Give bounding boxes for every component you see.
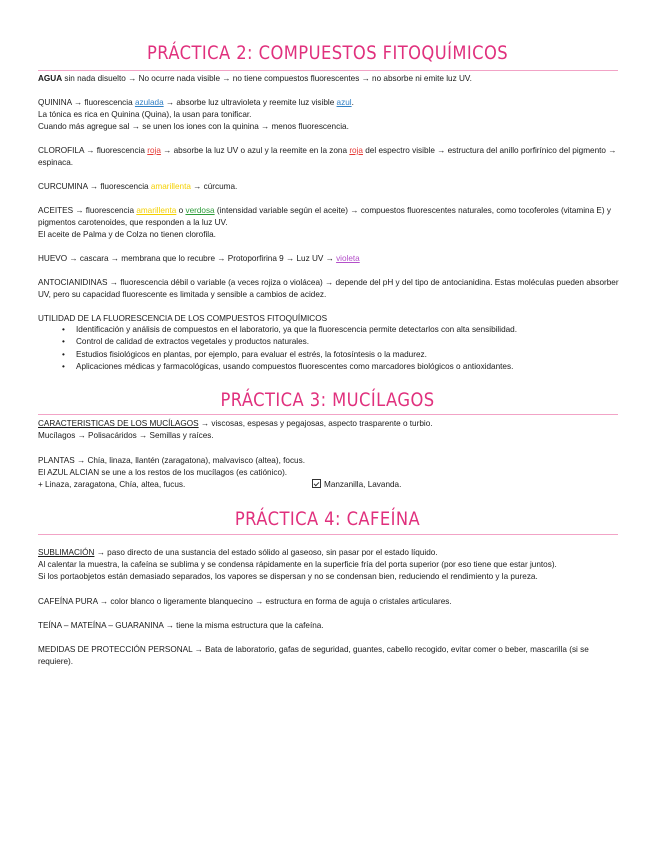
list-item: • Aplicaciones médicas y farmacológicas, usando compuestos fluorescentes como marcadores biológicos o antioxidantes. <box>62 361 622 373</box>
term-aceites: ACEITES <box>38 206 74 215</box>
cafeina-pura-text: CAFEÍNA PURA → color blanco o ligeramente blanquecino → estructura en forma de aguja o cristales articulares. <box>38 597 452 606</box>
paragraph-cafeina-pura <box>38 596 620 608</box>
section-title-practica-4: PRÁCTICA 4: CAFEÍNA <box>234 508 421 530</box>
quinina-text: . <box>351 98 354 107</box>
caracteristicas-line-2: Mucílagos → Polisacáridos → Semillas y raíces. <box>38 431 214 440</box>
divider <box>38 534 618 535</box>
clorofila-text: del espectro visible → estructura del anillo porfirínico del pigmento → espinaca. <box>38 146 619 167</box>
term-curcumina: CURCUMINA <box>38 182 88 191</box>
paragraph-antocianidinas <box>38 277 620 301</box>
aceites-text: → fluorescencia <box>73 206 137 215</box>
quinina-line-2: La tónica es rica en Quinina (Quina), la usan para tonificar. <box>38 110 252 119</box>
term-agua: AGUA <box>38 74 63 83</box>
curcumina-text: → cúrcuma. <box>190 182 238 191</box>
highlight-violeta: violeta <box>336 254 360 263</box>
plantas-text: PLANTAS → Chía, linaza, llantén (zaragatona), malvavisco (altea), focus. <box>38 456 305 465</box>
aceites-text: o <box>176 206 186 215</box>
term-huevo: HUEVO <box>38 254 68 263</box>
aceites-line-2: El aceite de Palma y de Colza no tienen clorofila. <box>38 230 216 239</box>
highlight-amarillenta: amarillenta <box>136 206 177 215</box>
term-caracteristicas: CARACTERISTICAS DE LOS MUCÍLAGOS <box>38 419 199 428</box>
utilidad-list <box>62 324 622 373</box>
aceites-text: (intensidad variable según el aceite) → compuestos fluorescentes naturales, como tocoferoles (vitamina E) y pigmentos carotenoides, que responden a la luz UV. <box>38 206 614 227</box>
paragraph-curcumina <box>38 181 620 193</box>
paragraph-teina <box>38 620 620 632</box>
list-item: • Control de calidad de extractos vegetales y productos naturales. <box>62 336 622 348</box>
highlight-amarillenta: amarillenta <box>150 182 191 191</box>
paragraph-agua <box>38 73 620 85</box>
medidas-text: MEDIDAS DE PROTECCIÓN PERSONAL → Bata de laboratorio, gafas de seguridad, guantes, cabello recogido, evitar comer o beber, mascarilla (si se requiere). <box>38 645 592 666</box>
agua-text: sin nada disuelto → No ocurre nada visible → no tiene compuestos fluorescentes → no absorbe ni emite luz UV. <box>62 74 472 83</box>
section-title-practica-3: PRÁCTICA 3: MUCÍLAGOS <box>220 389 435 411</box>
term-sublimacion: SUBLIMACIÓN <box>38 548 95 557</box>
clorofila-text: → fluorescencia <box>83 146 148 155</box>
quinina-line-3: Cuando más agregue sal → se unen los iones con la quinina → menos fluorescencia. <box>38 122 349 131</box>
section-title-practica-2: PRÁCTICA 2: COMPUESTOS FITOQUÍMICOS <box>146 42 509 64</box>
divider <box>38 414 618 415</box>
caracteristicas-text: → viscosas, espesas y pegajosas, aspecto trasparente o turbio. <box>198 419 433 428</box>
list-item: • Estudios fisiológicos en plantas, por ejemplo, para evaluar el estrés, la fotosíntesis o la madurez. <box>62 349 622 361</box>
teina-text: TEÍNA – MATEÍNA – GUARANINA → tiene la misma estructura que la cafeína. <box>38 621 324 630</box>
paragraph-plantas <box>38 455 620 479</box>
paragraph-medidas <box>38 644 620 668</box>
paragraph-sublimacion <box>38 547 620 583</box>
paragraph-quinina <box>38 97 620 133</box>
sublimacion-line-2: Al calentar la muestra, la cafeína se sublima y se condensa rápidamente en la superficie fría del porta superior (por eso tiene que estar juntos). <box>38 560 557 569</box>
divider <box>38 70 618 71</box>
sublimacion-line-3: Si los portaobjetos están demasiado separados, los vapores se dispersan y no se condensan bien, reduciendo el rendimiento y la pureza. <box>38 572 538 581</box>
quinina-text: → fluorescencia <box>71 98 135 107</box>
highlight-roja: roja <box>349 146 363 155</box>
highlight-azulada: azulada <box>134 98 164 107</box>
sublimacion-text: → paso directo de una sustancia del estado sólido al gaseoso, sin pasar por el estado líquido. <box>94 548 438 557</box>
term-clorofila: CLOROFILA <box>38 146 84 155</box>
highlight-azul: azul <box>336 98 352 107</box>
paragraph-caracteristicas <box>38 418 620 442</box>
negativos-text: Manzanilla, Lavanda. <box>324 480 402 489</box>
positivos-line <box>38 479 238 491</box>
positivos-text: + Linaza, zaragatona, Chía, altea, fucus. <box>38 480 186 489</box>
paragraph-clorofila <box>38 145 620 169</box>
utilidad-title: UTILIDAD DE LA FLUORESCENCIA DE LOS COMPUESTOS FITOQUÍMICOS <box>38 314 328 323</box>
antocianidinas-text: → fluorescencia débil o variable (a veces rojiza o violácea) → depende del pH y del tipo de antocianidina. Estas moléculas pueden absorber UV, pero su capacidad fluorescente es limitada y sensible a cambios de acidez. <box>38 278 621 299</box>
highlight-verdosa: verdosa <box>185 206 215 215</box>
clorofila-text: → absorbe la luz UV o azul y la reemite en la zona <box>160 146 350 155</box>
curcumina-text: → fluorescencia <box>87 182 151 191</box>
azul-alcian-text: El AZUL ALCIAN se une a los restos de los mucílagos (es catiónico). <box>38 468 288 477</box>
huevo-text: → cascara → membrana que lo recubre → Protoporfirina 9 → Luz UV → <box>67 254 337 263</box>
term-antocianidinas: ANTOCIANIDINAS <box>38 278 108 287</box>
quinina-text: → absorbe luz ultravioleta y reemite luz visible <box>163 98 337 107</box>
checkbox-icon <box>312 479 321 488</box>
list-item: • Identificación y análisis de compuestos en el laboratorio, ya que la fluorescencia permite detectarlos con alta sensibilidad. <box>62 324 622 336</box>
paragraph-huevo <box>38 253 620 265</box>
term-quinina: QUININA <box>38 98 72 107</box>
negativos-line <box>312 479 512 491</box>
highlight-roja: roja <box>147 146 161 155</box>
paragraph-aceites <box>38 205 620 241</box>
